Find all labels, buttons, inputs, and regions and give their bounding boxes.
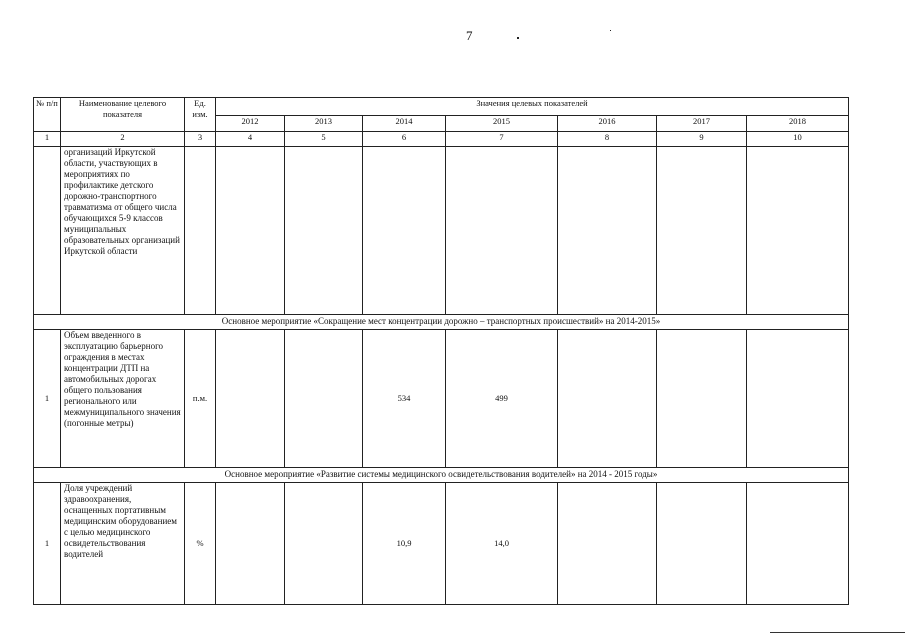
section-header-row [34,315,849,330]
row-num [34,147,61,315]
column-number: 4 [216,132,285,147]
value-cell: 534 [363,330,446,468]
value-cell [363,147,446,315]
column-number: 8 [558,132,657,147]
scan-speck [610,30,611,31]
target-indicators-table [33,97,849,605]
column-number: 10 [747,132,849,147]
value-cell: 10,9 [363,483,446,605]
value-cell [747,330,849,468]
indicator-name: Доля учреждений здравоохранения, оснащенных портативным медицинским оборудованием с целью медицинского освидетельствования водителей [61,483,185,605]
header-year: 2016 [558,116,657,132]
column-number: 7 [446,132,558,147]
column-number: 2 [61,132,185,147]
value-cell [558,147,657,315]
indicator-name: Объем введенного в эксплуатацию барьерного ограждения в местах концентрации ДТП на автомобильных дорогах общего пользования регионального или межмуниципального значения (погонные метры) [61,330,185,468]
table-row [34,330,849,468]
table-row [34,483,849,605]
value-cell: 14,0 [446,483,558,605]
header-year: 2017 [657,116,747,132]
value-cell [558,330,657,468]
header-unit: Ед. изм. [185,98,216,132]
header-year: 2013 [285,116,363,132]
row-num: 1 [34,483,61,605]
header-year: 2015 [446,116,558,132]
header-num: № п/п [34,98,61,132]
table-row [34,147,849,315]
row-num: 1 [34,330,61,468]
section-title: Основное мероприятие «Сокращение мест концентрации дорожно – транспортных происшествий» на 2014-2015» [34,315,849,330]
value-cell [657,483,747,605]
value-cell [216,147,285,315]
value-cell [747,147,849,315]
unit-cell: п.м. [185,330,216,468]
header-year: 2018 [747,116,849,132]
page-number: 7 [466,28,473,43]
value-cell: 499 [446,330,558,468]
scan-edge-line [770,632,905,633]
scan-speck [517,37,519,39]
unit-cell [185,147,216,315]
header-year: 2014 [363,116,446,132]
section-header-row [34,468,849,483]
value-cell [446,147,558,315]
value-cell [285,147,363,315]
value-cell [558,483,657,605]
value-cell [747,483,849,605]
unit-cell: % [185,483,216,605]
column-number: 9 [657,132,747,147]
column-number: 3 [185,132,216,147]
indicator-name: организаций Иркутской области, участвующих в мероприятиях по профилактике детского дорожно-транспортного травматизма от общего числа обучающихся 5-9 классов муниципальных образовательных организаций Иркутской области [61,147,185,315]
column-number: 5 [285,132,363,147]
section-title: Основное мероприятие «Развитие системы медицинского освидетельствования водителей» на 2014 - 2015 годы» [34,468,849,483]
value-cell [657,147,747,315]
value-cell [657,330,747,468]
value-cell [216,483,285,605]
value-cell [216,330,285,468]
header-name: Наименование целевого показателя [61,98,185,132]
column-number: 6 [363,132,446,147]
header-values-title: Значения целевых показателей [216,98,849,116]
value-cell [285,483,363,605]
value-cell [285,330,363,468]
column-number: 1 [34,132,61,147]
header-year: 2012 [216,116,285,132]
